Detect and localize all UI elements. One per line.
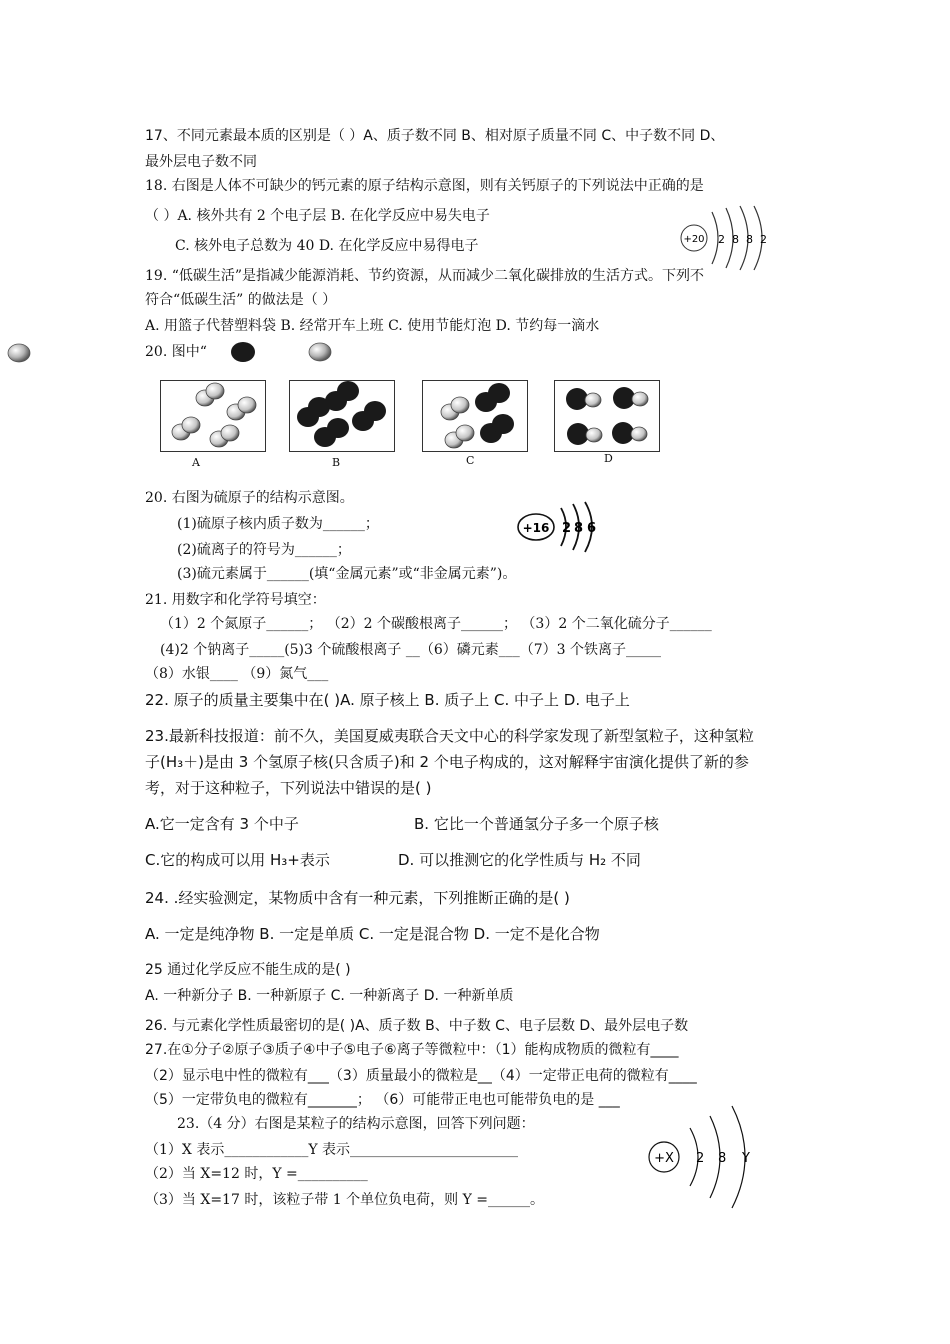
q20s-line1: 20. 右图为硫原子的结构示意图。 — [145, 490, 354, 506]
q17-line2: 最外层电子数不同 — [145, 154, 257, 170]
option-box-a — [160, 380, 266, 452]
option-box-b — [289, 380, 395, 452]
q18-line3: C. 核外电子总数为 40 D. 在化学反应中易得电子 — [175, 238, 479, 254]
q17-line1: 17、不同元素最本质的区别是（ ）A、质子数不同 B、相对原子质量不同 C、中子数不同 D、 — [145, 128, 725, 144]
sulfur-atom-diagram — [515, 496, 615, 556]
calcium-shell-1: 2 — [718, 233, 725, 246]
q21-line2: （1）2 个氮原子______； （2）2 个碳酸根离子______； （3）2 个二氧化硫分子______ — [160, 616, 712, 632]
q24-line1: 24. .经实验测定，某物质中含有一种元素，下列推断正确的是( ) — [145, 889, 570, 907]
q23-line3: 考，对于这种粒子，下列说法中错误的是( ) — [145, 779, 432, 797]
q23-line1: 23.最新科技报道：前不久，美国夏威夷联合天文中心的科学家发现了新型氢粒子，这种氢粒 — [145, 727, 754, 745]
q25-line1: 25 通过化学反应不能生成的是( ) — [145, 962, 351, 978]
q19-line3: A. 用篮子代替塑料袋 B. 经常开车上班 C. 使用节能灯泡 D. 节约每一滴水 — [145, 318, 600, 334]
q19-line1: 19. “低碳生活”是指减少能源消耗、节约资源，从而减少二氧化碳排放的生活方式。下列不 — [145, 268, 705, 284]
black-atom-icon — [229, 340, 257, 364]
q23-option-d: D. 可以推测它的化学性质与 H₂ 不同 — [398, 851, 641, 869]
q20s-line3: (2)硫离子的符号为______； — [177, 542, 351, 558]
generic-shell-1: 2 — [696, 1151, 705, 1166]
generic-shell-2: 8 — [718, 1151, 727, 1166]
q23-option-c: C.它的构成可以用 H₃+表示 — [145, 851, 330, 869]
q23x-line3: （2）当 X=12 时，Y =__________ — [145, 1166, 368, 1182]
q18-line1: 18. 右图是人体不可缺少的钙元素的原子结构示意图，则有关钙原子的下列说法中正确的是 — [145, 178, 704, 194]
grey-atom-margin — [6, 342, 32, 364]
option-box-c — [422, 380, 528, 452]
box-label-b: B — [332, 456, 341, 469]
q23x-line1: 23.（4 分）右图是某粒子的结构示意图，回答下列问题： — [177, 1116, 535, 1132]
box-label-c: C — [466, 454, 475, 467]
q23x-line2: （1）X 表示____________Y 表示________________________ — [145, 1142, 519, 1158]
q20-line: 20. 图中“ — [145, 344, 207, 360]
q25-line2: A. 一种新分子 B. 一种新原子 C. 一种新离子 D. 一种新单质 — [145, 988, 514, 1004]
q23-option-a: A.它一定含有 3 个中子 — [145, 815, 299, 833]
q27-line3: （5）一定带负电的微粒有_______； （6）可能带正电也可能带负电的是 ___ — [145, 1092, 620, 1108]
q19-line2: 符合“低碳生活” 的做法是（ ） — [145, 292, 337, 308]
q20s-line2: (1)硫原子核内质子数为______； — [177, 516, 379, 532]
sulfur-nucleus-label: +16 — [522, 521, 550, 535]
calcium-shell-2: 8 — [732, 233, 739, 246]
generic-nucleus-label: +X — [654, 1151, 674, 1166]
grey-atom-icon — [306, 340, 334, 364]
calcium-nucleus-label: +20 — [683, 234, 705, 245]
box-label-a: A — [192, 456, 200, 469]
q26-line: 26. 与元素化学性质最密切的是( )A、质子数 B、中子数 C、电子层数 D、最外层电子数 — [145, 1018, 689, 1034]
q27-line2: （2）显示电中性的微粒有___（3）质量最小的微粒是__（4）一定带正电荷的微粒有____ — [145, 1068, 697, 1084]
q21-line1: 21. 用数字和化学符号填空： — [145, 592, 326, 608]
q24-line2: A. 一定是纯净物 B. 一定是单质 C. 一定是混合物 D. 一定不是化合物 — [145, 925, 600, 943]
q23-option-b: B. 它比一个普通氢分子多一个原子核 — [414, 815, 659, 833]
q20s-line4: (3)硫元素属于______(填“金属元素”或“非金属元素”)。 — [177, 566, 517, 582]
option-box-d — [554, 380, 660, 452]
q23x-line4: （3）当 X=17 时，该粒子带 1 个单位负电荷，则 Y =______。 — [145, 1192, 544, 1208]
calcium-shell-4: 2 — [760, 233, 767, 246]
generic-particle-diagram — [640, 1100, 765, 1210]
sulfur-shell-3: 6 — [587, 521, 597, 536]
box-label-d: D — [604, 452, 613, 465]
q21-line4: （8）水银____ （9）氮气___ — [145, 666, 329, 682]
generic-shell-3: Y — [742, 1151, 750, 1166]
q18-line2: （ ）A. 核外共有 2 个电子层 B. 在化学反应中易失电子 — [145, 208, 490, 224]
sulfur-shell-2: 8 — [574, 521, 584, 536]
calcium-atom-diagram — [672, 202, 782, 272]
q27-line1: 27.在①分子②原子③质子④中子⑤电子⑥离子等微粒中：（1）能构成物质的微粒有____ — [145, 1042, 679, 1058]
q23-line2: 子(H₃＋)是由 3 个氢原子核(只含质子)和 2 个电子构成的，这对解释宇宙演化提供了新的参 — [145, 753, 749, 771]
q21-line3: (4)2 个钠离子_____(5)3 个硫酸根离子 __（6）磷元素___（7）3 个铁离子_____ — [160, 642, 661, 658]
sulfur-shell-1: 2 — [562, 521, 572, 536]
q22-line: 22. 原子的质量主要集中在( )A. 原子核上 B. 质子上 C. 中子上 D. 电子上 — [145, 691, 630, 709]
calcium-shell-3: 8 — [746, 233, 753, 246]
